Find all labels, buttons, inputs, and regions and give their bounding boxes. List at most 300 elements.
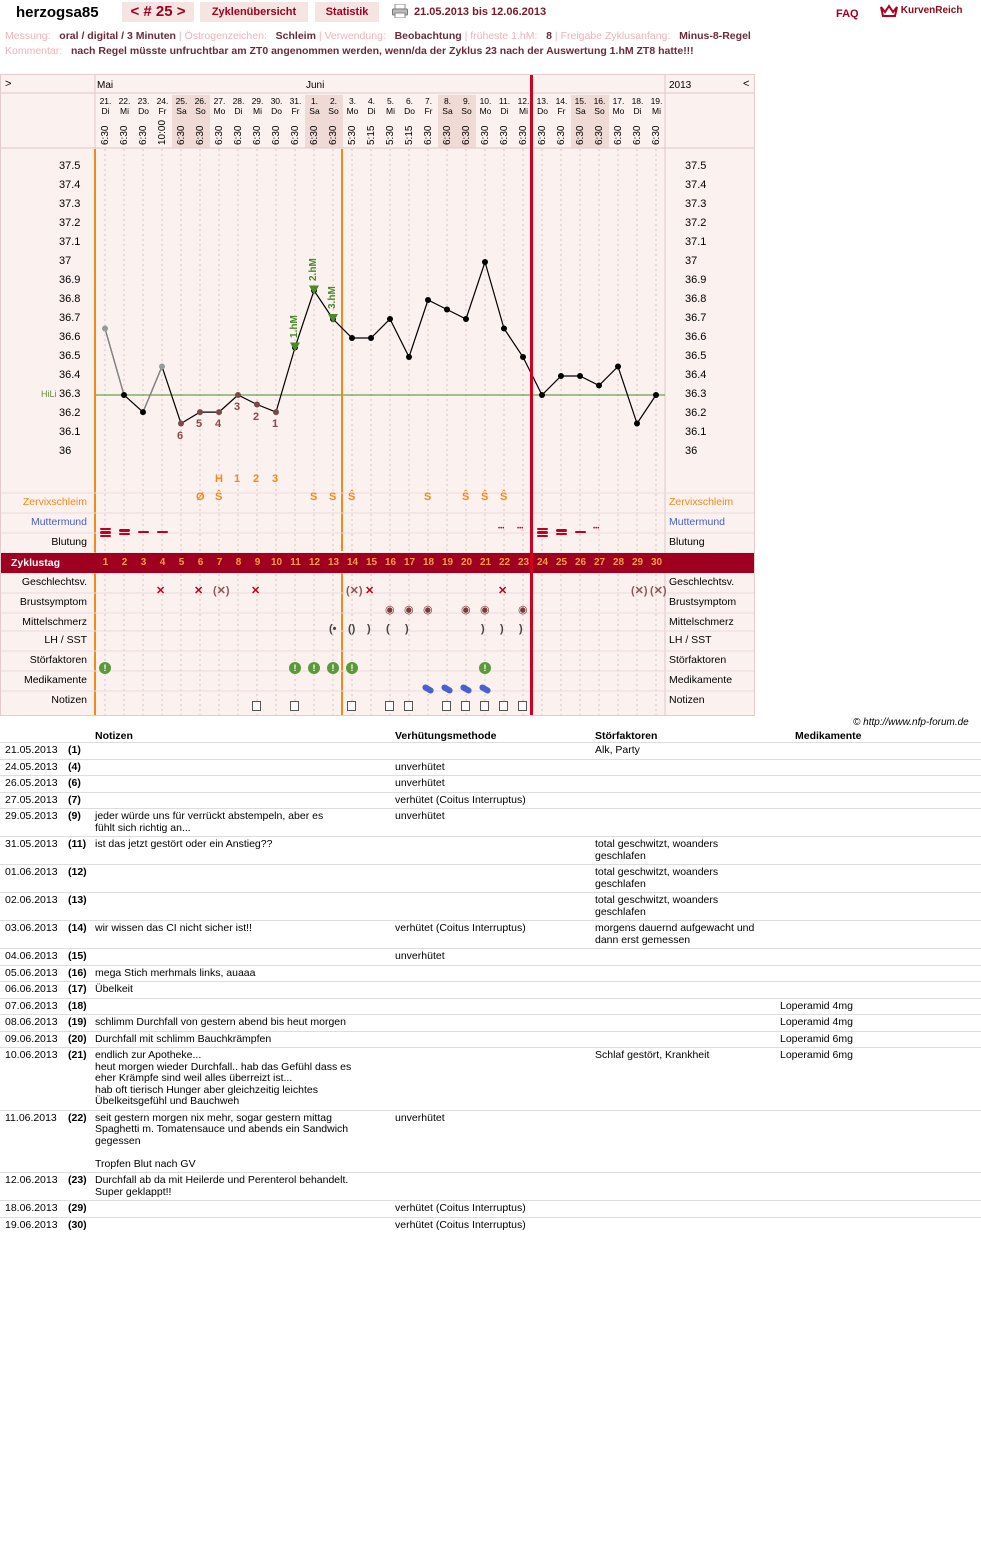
measure-time: 6:30 [461,125,472,145]
earliest-hm-value: 8 [546,30,552,42]
note-icon[interactable] [252,701,261,711]
measure-time: 6:30 [214,125,225,145]
cycle-day-number: 23 [517,557,530,568]
intercourse-mark: ✕ [498,585,508,597]
temperature-point [653,392,659,398]
row-cycle-day: (7) [68,793,81,806]
tab-cycle-overview[interactable]: Zyklenübersicht [200,2,308,22]
note-icon[interactable] [404,701,413,711]
measure-time: 10:00 [157,119,168,145]
row-label-left: LH / SST [44,634,87,646]
temperature-point [121,392,127,398]
cycle-day-number: 3 [140,557,147,568]
cycle-day-number: 7 [216,557,223,568]
midpain-icon: ) [519,623,523,635]
row-date: 10.06.2013 [5,1049,58,1061]
row-note: endlich zur Apotheke... heut morgen wieder Durchfall.. hab das Gefühl dass es eher Krämpfe sind weil alles überreizt ist... hab oft tierisch Hunger aber gleichzeitig leichtes Übelkeitsgefühl und Bauchweh [95,1049,352,1107]
row-cycle-day: (29) [68,1202,87,1214]
temperature-line [105,262,656,424]
weekday-label: So [594,106,605,116]
weekday-label: Do [404,106,415,116]
y-tick-left: 37.4 [59,179,81,191]
cycle-day-number: 11 [290,557,301,568]
row-note: Durchfall ab da mit Heilerde und Perenterol behandelt. Super geklappt!! [95,1174,349,1198]
note-icon[interactable] [442,701,451,711]
bleeding-mark [157,531,168,534]
spotting-mark: ••• [593,526,600,532]
release-label: Freigabe Zyklusanfang: [560,30,671,42]
disturbance-icon: ! [479,662,491,674]
weekday-label: Mo [612,106,625,116]
year-label: 2013 [669,80,692,91]
row-note: jeder würde uns für verrückt abstempeln, aber es fühlt sich richtig an... [95,810,324,834]
row-date: 19.06.2013 [5,1218,58,1231]
weekday-label: Fr [291,106,300,116]
midpain-icon: () [348,623,356,635]
cycle-day-number: 19 [441,557,454,568]
day-number: 26. [194,96,207,106]
temperature-curve-svg [1,75,754,715]
today-line [530,75,533,715]
disturbance-icon: ! [289,662,301,674]
row-cycle-day: (23) [68,1174,87,1186]
breast-symptom-icon: ◉ [385,604,395,616]
midpain-icon: ) [481,623,485,635]
y-tick-right: 36.4 [685,369,707,381]
table-row [0,792,981,810]
cycle-day-number: 8 [235,557,242,568]
row-date: 27.05.2013 [5,793,58,806]
bleeding-mark [138,531,149,534]
row-disturbance: Schlaf gestört, Krankheit [595,1049,710,1061]
measure-time: 6:30 [252,125,263,145]
weekday-label: Di [633,106,642,116]
day-number: 30. [270,96,283,106]
mucus-count-marker: 1 [234,473,241,485]
temperature-point [577,373,583,379]
row-method: verhütet (Coitus Interruptus) [395,1202,526,1214]
copyright[interactable]: © http://www.nfp-forum.de [853,717,969,728]
row-label-left: Zervixschleim [22,496,87,508]
intercourse-mark: (✕) [650,585,667,597]
temperature-point [558,373,564,379]
cycle-navigation[interactable]: < # 25 > [122,2,194,22]
row-label-left: Geschlechtsv. [21,576,87,588]
low-label: 3 [234,401,241,413]
row-date: 01.06.2013 [5,866,58,878]
measure-time: 5:30 [347,125,358,145]
day-number: 7. [424,96,433,106]
day-number: 5. [386,96,395,106]
hm-label: 2.hM [308,257,319,281]
temperature-point [235,392,241,398]
cycle-day-label: Zyklustag [11,557,61,569]
cycle-day-number: 22 [498,557,511,568]
hm-marker [328,314,338,323]
bleeding-mark [556,533,567,536]
temperature-point [463,316,469,322]
cycle-comment [5,45,694,57]
cycle-day-number: 13 [327,557,340,568]
temperature-point [634,421,640,427]
note-icon[interactable] [385,701,394,711]
temperature-point [482,259,488,265]
weekday-label: Sa [575,106,586,116]
low-label: 1 [272,418,279,431]
y-tick-right: 36.3 [685,388,707,400]
y-tick-left: 37.3 [59,198,81,210]
table-row [0,742,981,760]
printer-icon[interactable] [392,4,408,18]
temperature-point [520,354,526,360]
row-cycle-day: (16) [68,966,87,979]
day-number: 13. [536,96,549,106]
temperature-point [539,392,545,398]
y-tick-right: 36 [685,445,698,457]
day-number: 15. [574,96,587,106]
day-number: 27. [213,96,226,106]
y-tick-right: 37.2 [685,217,707,229]
weekday-label: Mi [652,106,661,116]
row-date: 07.06.2013 [5,999,58,1012]
mucus-symbol: S [329,491,337,503]
row-cycle-day: (12) [68,866,87,878]
chart-nav-next[interactable]: < [743,78,750,90]
cycle-day-number: 26 [574,557,587,568]
brand-logo[interactable] [880,3,962,18]
row-label-right: Mittelschmerz [669,616,734,628]
row-cycle-day: (22) [68,1111,87,1124]
row-cycle-day: (14) [68,922,87,934]
low-label: 2 [253,410,260,423]
low-label: 5 [196,418,203,431]
note-icon[interactable] [480,701,489,711]
row-medication: Loperamid 4mg [780,999,853,1012]
table-row [0,864,981,893]
row-disturbance: Alk, Party [595,744,640,756]
tab-statistics[interactable]: Statistik [315,2,379,22]
midpain-icon: ) [367,623,371,635]
row-label-left: Störfaktoren [29,654,87,666]
mucus-symbol: Ŝ [500,491,508,503]
intercourse-mark: (✕) [631,585,648,597]
cycle-day-number: 1 [102,557,109,568]
temperature-point [273,409,279,415]
temperature-point [178,421,184,427]
breast-symptom-icon: ◉ [404,604,414,616]
date-range: 21.05.2013 bis 12.06.2013 [414,6,547,18]
temperature-point [444,307,450,313]
row-method: verhütet (Coitus Interruptus) [395,793,526,806]
day-number: 23. [137,96,150,106]
header-meds: Medikamente [795,730,862,742]
bleeding-mark [119,533,130,536]
y-tick-right: 36.5 [685,350,707,362]
earliest-hm-label: früheste 1.hM: [470,30,538,42]
table-row [0,965,981,983]
row-disturbance: total geschwitzt, woanders geschlafen [595,894,719,918]
row-method: unverhütet [395,810,445,822]
cycle-day-number: 15 [365,557,378,568]
measure-time: 5:30 [385,125,396,145]
weekday-label: Fr [557,106,566,116]
temperature-point [387,316,393,322]
y-tick-right: 37 [685,255,698,267]
row-cycle-day: (15) [68,950,87,962]
header-method: Verhütungsmethode [395,730,497,742]
cycle-day-number: 4 [159,557,166,568]
release-value: Minus-8-Regel [679,30,751,42]
measure-time: 6:30 [309,125,320,145]
username: herzogsa85 [16,4,99,21]
mucus-symbol: S [424,491,432,503]
estrogen-label: Östrogenzeichen: [184,30,267,42]
row-label-right: Muttermund [669,516,726,528]
day-number: 25. [175,96,188,106]
y-tick-left: 36.6 [59,331,81,343]
temperature-point [425,297,431,303]
table-row [0,920,981,949]
intercourse-mark: ✕ [365,585,375,597]
bleeding-mark [537,528,548,531]
note-icon[interactable] [347,701,356,711]
day-number: 8. [443,96,452,106]
breast-symptom-icon: ◉ [461,604,471,616]
note-icon[interactable] [499,701,508,711]
y-tick-right: 36.1 [685,426,707,438]
bleeding-mark [556,529,567,532]
cycle-chart [0,74,755,716]
disturbance-icon: ! [327,662,339,674]
y-tick-right: 37.5 [685,160,707,172]
row-note: seit gestern morgen nix mehr, sogar gestern mittag Spaghetti m. Tomatensauce und abends ein Sandwich gegessen Tropfen Blut nach GV [95,1111,349,1170]
row-cycle-day: (4) [68,760,81,773]
row-cycle-day: (19) [68,1016,87,1028]
bleeding-mark [100,531,111,534]
note-icon[interactable] [518,701,527,711]
measure-time: 6:30 [423,125,434,145]
row-disturbance: total geschwitzt, woanders geschlafen [595,866,719,890]
midpain-icon: ) [500,623,504,635]
cycle-day-number: 17 [403,557,416,568]
temperature-point [254,402,260,408]
y-tick-left: 37.2 [59,217,81,229]
temperature-point [102,326,108,332]
crown-icon [880,3,898,18]
cycle-day-number: 12 [308,557,321,568]
cycle-day-number: 2 [121,557,128,568]
y-tick-left: 36.8 [59,293,81,305]
y-tick-left: 37.5 [59,160,81,172]
temperature-point [159,364,165,370]
hm-label: 3.hM [327,286,338,309]
measure-time: 6:30 [632,125,643,145]
bleeding-mark [100,528,111,531]
row-date: 29.05.2013 [5,810,58,822]
row-label-right: Geschlechtsv. [669,576,735,588]
measure-time: 6:30 [328,125,339,145]
row-date: 12.06.2013 [5,1174,58,1186]
cycle-day-number: 27 [593,557,606,568]
row-method: unverhütet [395,950,445,962]
day-number: 29. [251,96,264,106]
weekday-label: Mo [213,106,226,116]
row-label-right: Blutung [669,536,705,548]
mucus-symbol: Ø [196,491,205,503]
midpain-icon: ) [405,623,409,635]
weekday-label: Sa [309,106,320,116]
cycle-day-number: 6 [197,557,204,568]
row-label-left: Muttermund [30,516,87,528]
disturbance-icon: ! [99,662,111,674]
row-date: 09.06.2013 [5,1032,58,1045]
day-number: 11. [498,96,511,106]
day-number: 18. [631,96,644,106]
row-label-right: LH / SST [669,634,712,646]
low-label: 4 [215,418,222,431]
weekday-label: Mi [253,106,262,116]
day-number: 17. [612,96,625,106]
table-row [0,1031,981,1049]
measure-time: 6:30 [176,125,187,145]
hm-label: 1.hM [289,314,300,338]
day-number: 22. [118,96,131,106]
row-cycle-day: (21) [68,1049,87,1061]
row-note: ist das jetzt gestört oder ein Anstieg?? [95,838,273,850]
bleeding-mark [537,531,548,534]
mucus-count-marker: H [215,473,223,485]
row-date: 08.06.2013 [5,1016,58,1028]
row-disturbance: morgens dauernd aufgewacht und dann erst gemessen [595,922,755,946]
cycle-day-number: 18 [422,557,435,568]
row-method: unverhütet [395,760,445,773]
low-label: 6 [177,429,184,442]
row-medication: Loperamid 6mg [780,1032,853,1045]
cycle-day-number: 24 [536,557,549,568]
weekday-label: Do [537,106,548,116]
temperature-point [140,409,146,415]
intercourse-mark: ✕ [194,585,204,597]
temperature-point [615,364,621,370]
y-tick-left: 36.7 [59,312,81,324]
measure-time: 6:30 [100,125,111,145]
cycle-day-number: 30 [650,557,663,568]
table-row [0,1200,981,1218]
temperature-line-excluded [105,329,124,396]
row-cycle-day: (20) [68,1032,87,1045]
measure-time: 6:30 [233,125,244,145]
day-number: 2. [329,96,338,106]
bleeding-mark [575,531,586,534]
weekday-label: Mi [120,106,129,116]
breast-symptom-icon: ◉ [423,604,433,616]
y-tick-left: 36.4 [59,369,81,381]
month-label: Mai [97,80,114,91]
temperature-point [216,409,222,415]
note-icon[interactable] [461,701,470,711]
row-label-left: Brustsymptom [19,596,87,608]
cycle-day-number: 14 [346,557,359,568]
coverline-label: HiLi [41,389,57,399]
usage-value: Beobachtung [394,30,462,42]
midpain-icon: ( [386,623,390,635]
cycle-day-number: 29 [631,557,644,568]
measure-time: 6:30 [119,125,130,145]
cycle-day-number: 10 [270,557,283,568]
breast-symptom-icon: ◉ [480,604,490,616]
day-number: 28. [232,96,245,106]
y-tick-right: 37.1 [685,236,707,248]
row-label-left: Notizen [51,694,87,706]
intercourse-mark: (✕) [213,585,230,597]
mucus-count-marker: 3 [272,473,279,485]
measurement-value: oral / digital / 3 Minuten [59,30,176,42]
y-tick-right: 36.7 [685,312,707,324]
y-tick-right: 37.3 [685,198,707,210]
disturbance-icon: ! [346,662,358,674]
row-note: mega Stich merhmals links, auaaa [95,966,256,979]
y-tick-right: 36.6 [685,331,707,343]
row-date: 04.06.2013 [5,950,58,962]
spotting-mark: ••• [517,526,524,532]
temperature-line-excluded [143,367,162,413]
measure-time: 6:30 [556,125,567,145]
measure-time: 6:30 [518,125,529,145]
measure-time: 5:15 [404,125,415,145]
day-number: 1. [310,96,319,106]
measure-time: 5:15 [366,125,377,145]
weekday-label: Mi [386,106,395,116]
row-note: schlimm Durchfall von gestern abend bis heut morgen [95,1016,346,1028]
table-row [0,1047,981,1111]
weekday-label: Sa [442,106,453,116]
measure-time: 6:30 [575,125,586,145]
temperature-point [501,326,507,332]
faq-link[interactable]: FAQ [836,8,859,20]
cycle-day-number: 28 [612,557,625,568]
note-icon[interactable] [290,701,299,711]
measure-time: 6:30 [195,125,206,145]
table-row [0,775,981,793]
intercourse-mark: ✕ [251,585,261,597]
row-date: 06.06.2013 [5,983,58,995]
hm-marker [290,343,300,352]
top-bar [0,0,981,26]
day-number: 16. [593,96,606,106]
row-cycle-day: (18) [68,999,87,1012]
day-number: 24. [156,96,169,106]
weekday-label: So [195,106,206,116]
row-date: 03.06.2013 [5,922,58,934]
day-number: 4. [367,96,376,106]
breast-symptom-icon: ◉ [518,604,528,616]
row-date: 02.06.2013 [5,894,58,906]
row-date: 11.06.2013 [5,1111,57,1124]
mucus-symbol: S [310,491,318,503]
weekday-label: Mo [479,106,492,116]
mucus-symbol: Ŝ [462,491,470,503]
measure-time: 6:30 [480,125,491,145]
row-cycle-day: (9) [68,810,81,822]
chart-nav-prev[interactable]: > [5,78,12,90]
y-tick-left: 36.1 [59,426,81,438]
row-cycle-day: (11) [68,838,87,850]
row-method: unverhütet [395,777,445,789]
measure-time: 6:30 [271,125,282,145]
bleeding-mark [100,535,111,538]
table-row [0,1172,981,1201]
y-tick-left: 36 [59,445,72,457]
